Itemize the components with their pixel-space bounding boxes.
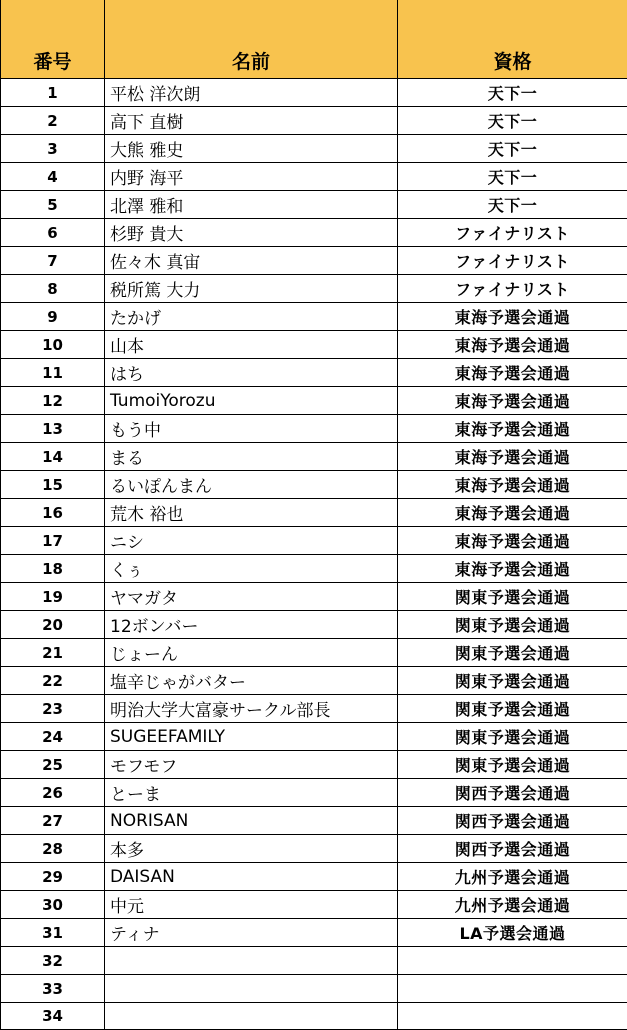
row-qualification-cell[interactable]: 天下一 (398, 163, 627, 191)
row-name-cell[interactable]: ニシ (105, 527, 398, 555)
table-row (1, 667, 627, 695)
row-name-cell[interactable]: 高下 直樹 (105, 107, 398, 135)
header-qualification-cell[interactable]: 資格 (398, 0, 627, 79)
table-row (1, 695, 627, 723)
row-qualification-cell[interactable]: 天下一 (398, 135, 627, 163)
row-number-cell[interactable]: 15 (1, 471, 105, 499)
table-row (1, 555, 627, 583)
row-qualification-cell[interactable]: 東海予選会通過 (398, 499, 627, 527)
row-qualification-cell[interactable]: 東海予選会通過 (398, 555, 627, 583)
row-number-cell[interactable]: 13 (1, 415, 105, 443)
row-name-cell[interactable]: 塩辛じゃがバター (105, 667, 398, 695)
row-name-cell[interactable]: 中元 (105, 891, 398, 919)
row-name-cell[interactable]: じょーん (105, 639, 398, 667)
row-name-cell[interactable]: るいぽんまん (105, 471, 398, 499)
row-qualification-cell[interactable]: 東海予選会通過 (398, 387, 627, 415)
row-name-cell[interactable]: ティナ (105, 919, 398, 947)
row-number-cell[interactable]: 26 (1, 779, 105, 807)
row-qualification-cell[interactable]: 九州予選会通過 (398, 891, 627, 919)
row-qualification-cell[interactable]: ファイナリスト (398, 219, 627, 247)
table-row (1, 835, 627, 863)
row-number-cell[interactable]: 4 (1, 163, 105, 191)
row-qualification-cell[interactable]: 天下一 (398, 191, 627, 219)
row-name-cell[interactable]: もう中 (105, 415, 398, 443)
row-number-cell[interactable]: 24 (1, 723, 105, 751)
row-name-cell[interactable]: 大熊 雅史 (105, 135, 398, 163)
row-name-cell[interactable]: たかげ (105, 303, 398, 331)
table-row (1, 107, 627, 135)
table-row (1, 499, 627, 527)
row-name-cell[interactable]: 内野 海平 (105, 163, 398, 191)
row-qualification-cell[interactable]: 関西予選会通過 (398, 807, 627, 835)
row-number-cell[interactable]: 22 (1, 667, 105, 695)
row-name-cell[interactable]: はち (105, 359, 398, 387)
row-qualification-cell[interactable]: 東海予選会通過 (398, 331, 627, 359)
row-number-cell[interactable]: 11 (1, 359, 105, 387)
row-qualification-cell[interactable]: 東海予選会通過 (398, 471, 627, 499)
row-name-cell[interactable]: 明治大学大富豪サークル部長 (105, 695, 398, 723)
table-row (1, 471, 627, 499)
row-qualification-cell[interactable]: 関東予選会通過 (398, 611, 627, 639)
row-number-cell[interactable]: 32 (1, 947, 105, 975)
row-name-cell[interactable]: 山本 (105, 331, 398, 359)
row-number-cell[interactable]: 16 (1, 499, 105, 527)
row-qualification-cell[interactable]: 九州予選会通過 (398, 863, 627, 891)
row-name-cell[interactable] (105, 975, 398, 1003)
row-number-cell[interactable]: 31 (1, 919, 105, 947)
row-number-cell[interactable]: 19 (1, 583, 105, 611)
row-name-cell[interactable]: 本多 (105, 835, 398, 863)
row-name-cell[interactable]: とーま (105, 779, 398, 807)
row-qualification-cell[interactable]: ファイナリスト (398, 275, 627, 303)
row-qualification-cell[interactable]: 天下一 (398, 107, 627, 135)
row-qualification-cell[interactable] (398, 947, 627, 975)
row-qualification-cell[interactable]: 関東予選会通過 (398, 723, 627, 751)
row-number-cell[interactable]: 9 (1, 303, 105, 331)
row-number-cell[interactable]: 25 (1, 751, 105, 779)
row-qualification-cell[interactable]: 関東予選会通過 (398, 583, 627, 611)
table-row (1, 527, 627, 555)
table-row (1, 191, 627, 219)
row-number-cell[interactable]: 18 (1, 555, 105, 583)
row-name-cell[interactable]: ヤマガタ (105, 583, 398, 611)
row-number-cell[interactable]: 6 (1, 219, 105, 247)
row-number-cell[interactable]: 8 (1, 275, 105, 303)
table-header (1, 0, 627, 79)
row-name-cell[interactable] (105, 1003, 398, 1030)
table-row (1, 247, 627, 275)
row-name-cell[interactable]: NORISAN (105, 807, 398, 835)
row-qualification-cell[interactable]: 東海予選会通過 (398, 527, 627, 555)
row-number-cell[interactable]: 28 (1, 835, 105, 863)
row-name-cell[interactable]: 12ボンバー (105, 611, 398, 639)
table-row (1, 891, 627, 919)
row-qualification-cell[interactable]: LA予選会通過 (398, 919, 627, 947)
row-number-cell[interactable]: 23 (1, 695, 105, 723)
table-body (1, 79, 627, 1030)
table-row (1, 975, 627, 1003)
row-number-cell[interactable]: 10 (1, 331, 105, 359)
row-qualification-cell[interactable]: 関東予選会通過 (398, 695, 627, 723)
table-row (1, 79, 627, 107)
table-row (1, 779, 627, 807)
header-row (1, 0, 627, 79)
row-number-cell[interactable]: 34 (1, 1003, 105, 1030)
row-qualification-cell[interactable]: 東海予選会通過 (398, 359, 627, 387)
table-row (1, 807, 627, 835)
row-number-cell[interactable]: 14 (1, 443, 105, 471)
row-number-cell[interactable]: 30 (1, 891, 105, 919)
row-number-cell[interactable]: 7 (1, 247, 105, 275)
row-qualification-cell[interactable]: 天下一 (398, 79, 627, 107)
table-row (1, 723, 627, 751)
row-number-cell[interactable]: 21 (1, 639, 105, 667)
row-number-cell[interactable]: 27 (1, 807, 105, 835)
row-qualification-cell[interactable]: 関西予選会通過 (398, 779, 627, 807)
row-number-cell[interactable]: 20 (1, 611, 105, 639)
table-row (1, 583, 627, 611)
header-number-cell[interactable]: 番号 (1, 0, 105, 79)
table-row (1, 303, 627, 331)
row-number-cell[interactable]: 29 (1, 863, 105, 891)
row-qualification-cell[interactable]: ファイナリスト (398, 247, 627, 275)
row-name-cell[interactable]: SUGEEFAMILY (105, 723, 398, 751)
row-qualification-cell[interactable]: 関東予選会通過 (398, 639, 627, 667)
row-qualification-cell[interactable] (398, 975, 627, 1003)
row-number-cell[interactable]: 17 (1, 527, 105, 555)
row-number-cell[interactable]: 1 (1, 79, 105, 107)
row-name-cell[interactable]: 杉野 貴大 (105, 219, 398, 247)
row-number-cell[interactable]: 33 (1, 975, 105, 1003)
row-name-cell[interactable]: DAISAN (105, 863, 398, 891)
table-row (1, 639, 627, 667)
row-qualification-cell[interactable]: 関東予選会通過 (398, 751, 627, 779)
row-qualification-cell[interactable] (398, 1003, 627, 1030)
table-row (1, 135, 627, 163)
row-qualification-cell[interactable]: 東海予選会通過 (398, 415, 627, 443)
row-number-cell[interactable]: 12 (1, 387, 105, 415)
row-number-cell[interactable]: 5 (1, 191, 105, 219)
row-name-cell[interactable]: 荒木 裕也 (105, 499, 398, 527)
table-row (1, 919, 627, 947)
table-row (1, 331, 627, 359)
row-name-cell[interactable] (105, 947, 398, 975)
table-row (1, 387, 627, 415)
table-row (1, 163, 627, 191)
row-name-cell[interactable]: 税所篤 大力 (105, 275, 398, 303)
row-name-cell[interactable]: 平松 洋次朗 (105, 79, 398, 107)
row-number-cell[interactable]: 3 (1, 135, 105, 163)
table-row (1, 219, 627, 247)
row-name-cell[interactable]: TumoiYorozu (105, 387, 398, 415)
table-row (1, 1003, 627, 1030)
row-qualification-cell[interactable]: 東海予選会通過 (398, 443, 627, 471)
table-row (1, 415, 627, 443)
table-row (1, 359, 627, 387)
row-qualification-cell[interactable]: 関西予選会通過 (398, 835, 627, 863)
row-name-cell[interactable]: モフモフ (105, 751, 398, 779)
table-row (1, 443, 627, 471)
row-name-cell[interactable]: まる (105, 443, 398, 471)
row-name-cell[interactable]: 佐々木 真宙 (105, 247, 398, 275)
table-row (1, 275, 627, 303)
table-row (1, 863, 627, 891)
row-qualification-cell[interactable]: 関東予選会通過 (398, 667, 627, 695)
table-row (1, 611, 627, 639)
row-number-cell[interactable]: 2 (1, 107, 105, 135)
table-row (1, 947, 627, 975)
table-row (1, 751, 627, 779)
row-name-cell[interactable]: 北澤 雅和 (105, 191, 398, 219)
header-name-cell[interactable]: 名前 (105, 0, 398, 79)
row-name-cell[interactable]: くぅ (105, 555, 398, 583)
row-qualification-cell[interactable]: 東海予選会通過 (398, 303, 627, 331)
